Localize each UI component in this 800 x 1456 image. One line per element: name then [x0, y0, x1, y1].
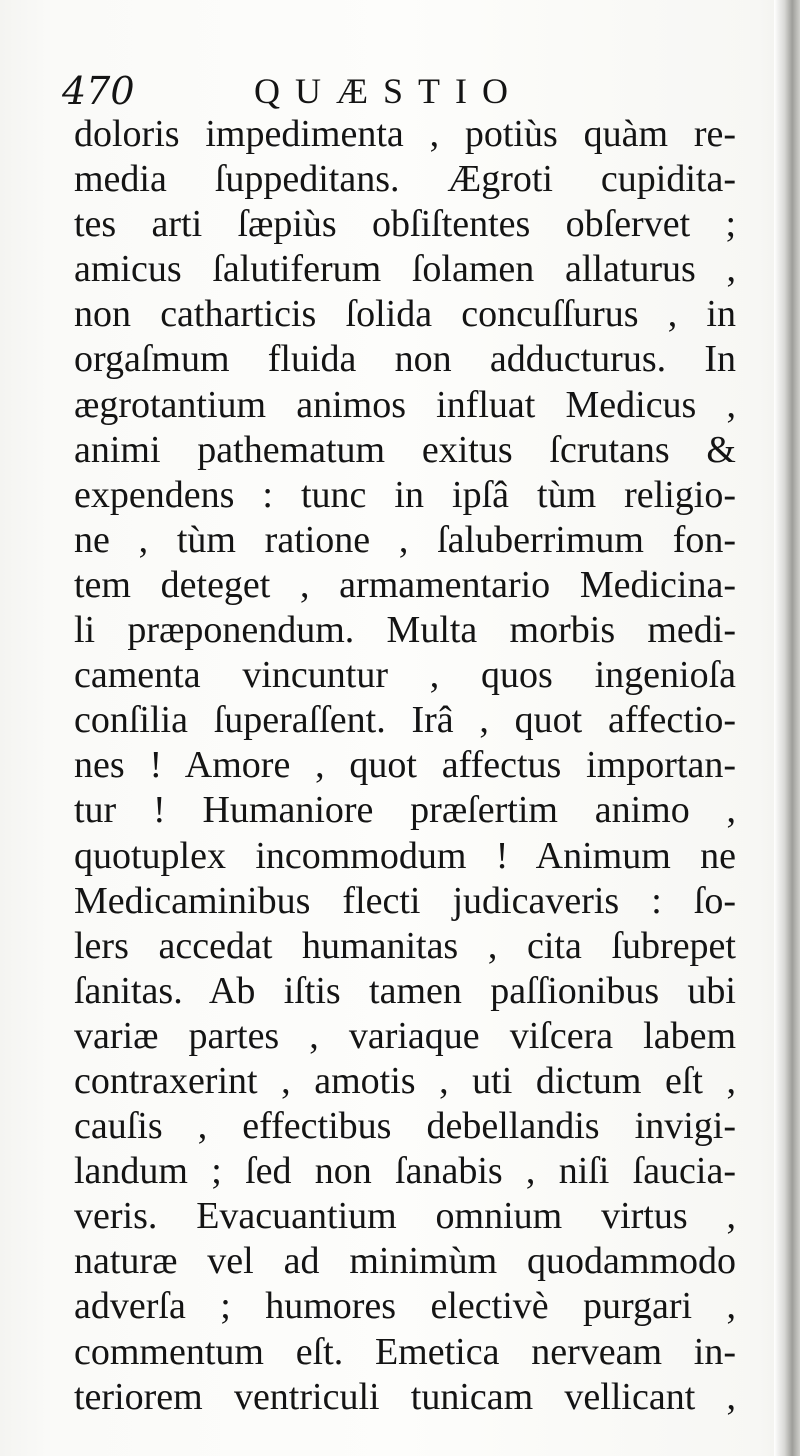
text-line: tur ! Humaniore præſertim animo , — [74, 789, 736, 832]
text-line: tes arti ſæpiùs obſiſtentes obſervet ; — [74, 203, 736, 246]
text-line: amicus ſalutiferum ſolamen allaturus , — [74, 248, 736, 291]
text-line: veris. Evacuantium omnium virtus , — [74, 1195, 736, 1238]
text-line: doloris impedimenta , potiùs quàm re- — [74, 113, 736, 155]
text-line: camenta vincuntur , quos ingenioſa — [74, 654, 736, 697]
page-header — [62, 66, 582, 116]
text-line: nes ! Amore , quot affectus importan- — [74, 744, 736, 787]
text-line: ne , tùm ratione , ſaluberrimum fon- — [74, 518, 736, 561]
text-line: naturæ vel ad minimùm quodammodo — [74, 1240, 736, 1283]
text-line: contraxerint , amotis , uti dictum eſt , — [74, 1059, 736, 1102]
text-line: commentum eſt. Emetica nerveam in- — [74, 1330, 736, 1373]
text-line: media ſuppeditans. Ægroti cupidita- — [74, 158, 736, 201]
text-line: cauſis , effectibus debellandis invigi- — [74, 1105, 736, 1148]
text-line: tem deteget , armamentario Medicina- — [74, 563, 736, 606]
text-line: expendens : tunc in ipſâ tùm religio- — [74, 473, 736, 516]
text-line: variæ partes , variaque viſcera labem — [74, 1014, 736, 1057]
text-line: orgaſmum fluida non adducturus. In — [74, 338, 736, 381]
running-head: QUÆSTIO — [254, 71, 524, 111]
page-binding-edge — [774, 0, 800, 1456]
text-line: conſilia ſuperaſſent. Irâ , quot affectio- — [74, 699, 736, 742]
text-line: li præponendum. Multa morbis medi- — [74, 609, 736, 652]
text-line: ægrotantium animos influat Medicus , — [74, 383, 736, 426]
text-line: landum ; ſed non ſanabis , niſi ſaucia- — [74, 1150, 736, 1193]
text-line: quotuplex incommodum ! Animum ne — [74, 834, 736, 877]
page-number: 470 — [62, 69, 135, 113]
text-line: ſanitas. Ab iſtis tamen paſſionibus ubi — [74, 969, 736, 1012]
text-line: non catharticis ſolida concuſſurus , in — [74, 293, 736, 336]
text-line: lers accedat humanitas , cita ſubrepet — [74, 924, 736, 967]
text-line: animi pathematum exitus ſcrutans & — [74, 428, 736, 471]
text-line: adverſa ; humores electivè purgari , — [74, 1285, 736, 1328]
body-text — [74, 112, 736, 1420]
text-line: teriorem ventriculi tunicam vellicant , — [74, 1375, 736, 1418]
text-line: Medicaminibus flecti judicaveris : ſo- — [74, 879, 736, 922]
